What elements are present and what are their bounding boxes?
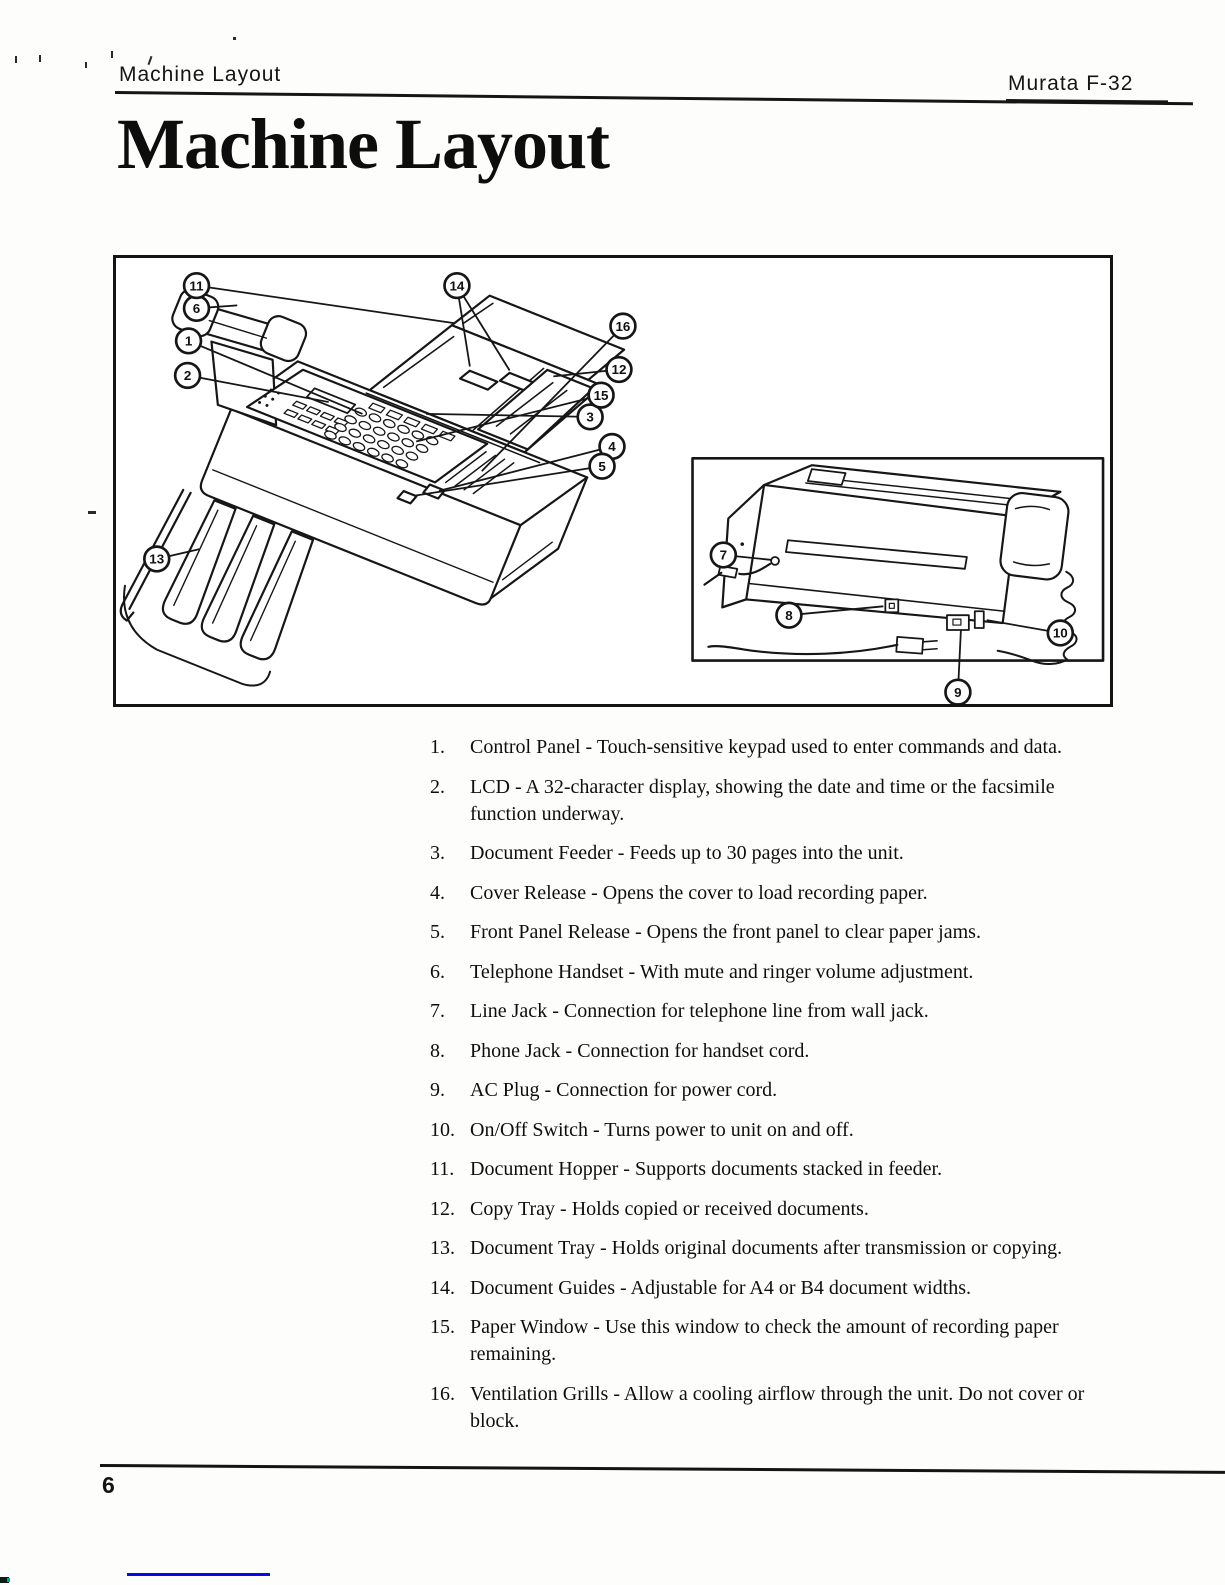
scan-speckle — [39, 55, 41, 62]
scan-artifact-blue-line — [127, 1573, 270, 1576]
callout-number-2: 2 — [183, 368, 192, 384]
callout-number-4: 4 — [608, 439, 616, 455]
item-text: LCD - A 32-character display, showing the date and time or the facsimile function underway. — [470, 775, 1055, 825]
item-text: Ventilation Grills - Allow a cooling airflow through the unit. Do not cover or block. — [470, 1382, 1085, 1432]
scan-speckle — [111, 51, 113, 58]
item-text: Line Jack - Connection for telephone line from wall jack. — [470, 1000, 929, 1022]
item-text: Front Panel Release - Opens the front panel to clear paper jams. — [470, 921, 981, 943]
item-text: Copy Tray - Holds copied or received documents. — [470, 1197, 869, 1220]
list-item — [430, 1235, 1118, 1262]
callout-number-7: 7 — [719, 547, 728, 563]
item-text: Document Hopper - Supports documents stacked in feeder. — [470, 1158, 943, 1180]
callout-number-14: 14 — [449, 278, 465, 294]
rear-handset — [999, 491, 1070, 581]
item-text: Cover Release - Opens the cover to load recording paper. — [470, 881, 928, 904]
running-header-right: Murata F-32 — [1008, 72, 1134, 95]
scan-speckle — [233, 37, 236, 40]
running-header-left: Machine Layout — [119, 63, 282, 86]
item-number: 3. — [430, 842, 445, 864]
page-number: 6 — [102, 1472, 115, 1498]
item-text: Document Tray - Holds original documents after transmission or copying. — [470, 1237, 1063, 1259]
list-item — [430, 1275, 1118, 1302]
item-number: 14. — [430, 1276, 455, 1299]
list-item — [430, 959, 1118, 986]
list-item — [430, 880, 1118, 907]
line-jack — [771, 557, 779, 565]
item-text: On/Off Switch - Turns power to unit on and off. — [470, 1118, 854, 1141]
callout-number-16: 16 — [615, 318, 631, 334]
list-item — [430, 1038, 1118, 1065]
item-text: Document Guides - Adjustable for A4 or B4 document widths. — [470, 1276, 972, 1299]
list-item — [430, 840, 1118, 867]
scan-speckle — [15, 56, 17, 63]
item-number: 9. — [430, 1079, 445, 1101]
ac-inlet — [947, 615, 969, 630]
list-item — [430, 1077, 1118, 1104]
callout-number-8: 8 — [785, 607, 793, 623]
callout-number-1: 1 — [184, 333, 193, 349]
power-switch — [975, 611, 984, 628]
list-item — [430, 1117, 1118, 1144]
callout-number-11: 11 — [189, 278, 204, 294]
item-number: 12. — [430, 1197, 455, 1220]
item-number: 5. — [430, 921, 445, 943]
fax-front-view-drawing — [116, 258, 637, 704]
item-number: 8. — [430, 1039, 445, 1062]
list-item — [430, 774, 1118, 828]
parts-list — [430, 734, 1118, 1447]
item-number: 1. — [430, 736, 445, 758]
callout-number-5: 5 — [598, 458, 606, 474]
callout-number-13: 13 — [149, 551, 165, 567]
page-title: Machine Layout — [117, 104, 610, 184]
item-number: 10. — [430, 1118, 455, 1141]
scan-speckle — [88, 511, 96, 514]
list-item — [430, 734, 1118, 761]
list-item — [430, 1196, 1118, 1223]
item-text: Phone Jack - Connection for handset cord. — [470, 1039, 810, 1062]
item-text: Control Panel - Touch-sensitive keypad used to enter commands and data. — [470, 736, 1062, 758]
callout-number-3: 3 — [586, 409, 594, 425]
item-text: AC Plug - Connection for power cord. — [470, 1079, 778, 1101]
callout-number-10: 10 — [1052, 625, 1068, 641]
machine-layout-figure — [113, 255, 1113, 707]
item-number: 4. — [430, 881, 445, 904]
list-item — [430, 919, 1118, 946]
item-text: Paper Window - Use this window to check the amount of recording paper remaining. — [470, 1316, 1059, 1365]
callout-number-12: 12 — [611, 362, 627, 378]
callout-number-9: 9 — [954, 684, 962, 700]
list-item — [430, 1156, 1118, 1183]
item-number: 2. — [430, 775, 445, 798]
scan-speckle — [85, 62, 87, 68]
phone-jack — [885, 599, 898, 612]
item-number: 11. — [430, 1158, 455, 1180]
footer-rule — [100, 1464, 1225, 1474]
item-text: Document Feeder - Feeds up to 30 pages into the unit. — [470, 842, 904, 864]
list-item — [430, 1381, 1118, 1435]
list-item — [430, 1314, 1118, 1368]
callout-number-15: 15 — [593, 387, 609, 403]
fax-rear-view-drawing — [693, 458, 1104, 664]
item-number: 13. — [430, 1237, 455, 1259]
callout-number-6: 6 — [192, 301, 201, 317]
item-number: 16. — [430, 1382, 455, 1405]
item-number: 7. — [430, 1000, 445, 1022]
item-text: Telephone Handset - With mute and ringer volume adjustment. — [470, 960, 974, 983]
list-item — [430, 998, 1118, 1025]
scan-artifact-corner-teal — [7, 1578, 10, 1582]
item-number: 15. — [430, 1316, 455, 1338]
item-number: 6. — [430, 960, 445, 983]
